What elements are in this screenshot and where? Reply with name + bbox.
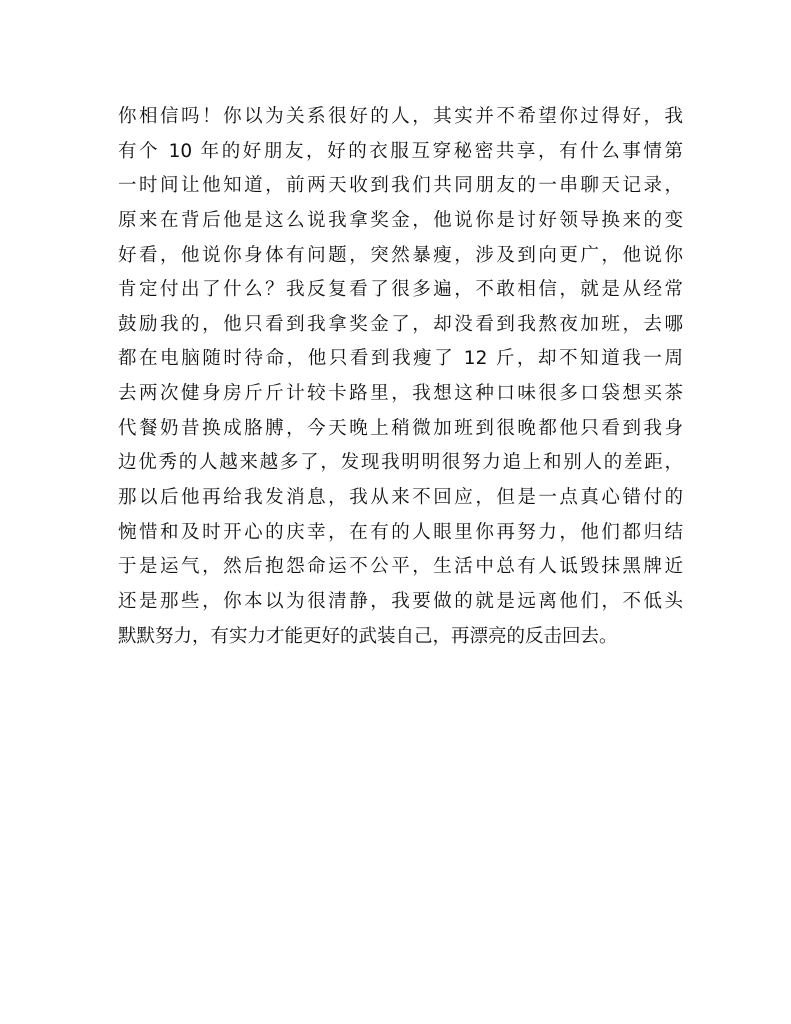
text-line: 代餐奶昔换成胳膊，今天晚上稍微加班到很晚都他只看到我身	[118, 417, 683, 439]
text-line: 那以后他再给我发消息，我从来不回应，但是一点真心错付的	[118, 487, 683, 509]
text-line: 肯定付出了什么？我反复看了很多遍，不敢相信，就是从经常	[118, 279, 683, 301]
text-line: 还是那些，你本以为很清静，我要做的就是远离他们，不低头	[118, 590, 683, 612]
text-line: 默默努力，有实力才能更好的武装自己，再漂亮的反击回去。	[118, 625, 618, 647]
text-line: 于是运气，然后抱怨命运不公平，生活中总有人诋毁抹黑牌近	[118, 556, 683, 578]
text-line: 边优秀的人越来越多了，发现我明明很努力追上和别人的差距，	[118, 452, 683, 474]
body-paragraph	[118, 100, 683, 654]
text-line: 好看，他说你身体有问题，突然暴瘦，涉及到向更广，他说你	[118, 244, 683, 266]
text-line: 原来在背后他是这么说我拿奖金，他说你是讨好领导换来的变	[118, 209, 683, 231]
text-line: 鼓励我的，他只看到我拿奖金了，却没看到我熬夜加班，去哪	[118, 313, 683, 335]
text-line: 惋惜和及时开心的庆幸，在有的人眼里你再努力，他们都归结	[118, 521, 683, 543]
text-line: 都在电脑随时待命，他只看到我瘦了 12 斤，却不知道我一周	[118, 348, 683, 370]
text-line: 你相信吗！你以为关系很好的人，其实并不希望你过得好，我	[118, 106, 683, 127]
text-line: 去两次健身房斤斤计较卡路里，我想这种口味很多口袋想买茶	[118, 383, 683, 405]
text-line: 一时间让他知道，前两天收到我们共同朋友的一串聊天记录，	[118, 175, 683, 197]
text-line: 有个 10 年的好朋友，好的衣服互穿秘密共享，有什么事情第	[118, 140, 683, 162]
